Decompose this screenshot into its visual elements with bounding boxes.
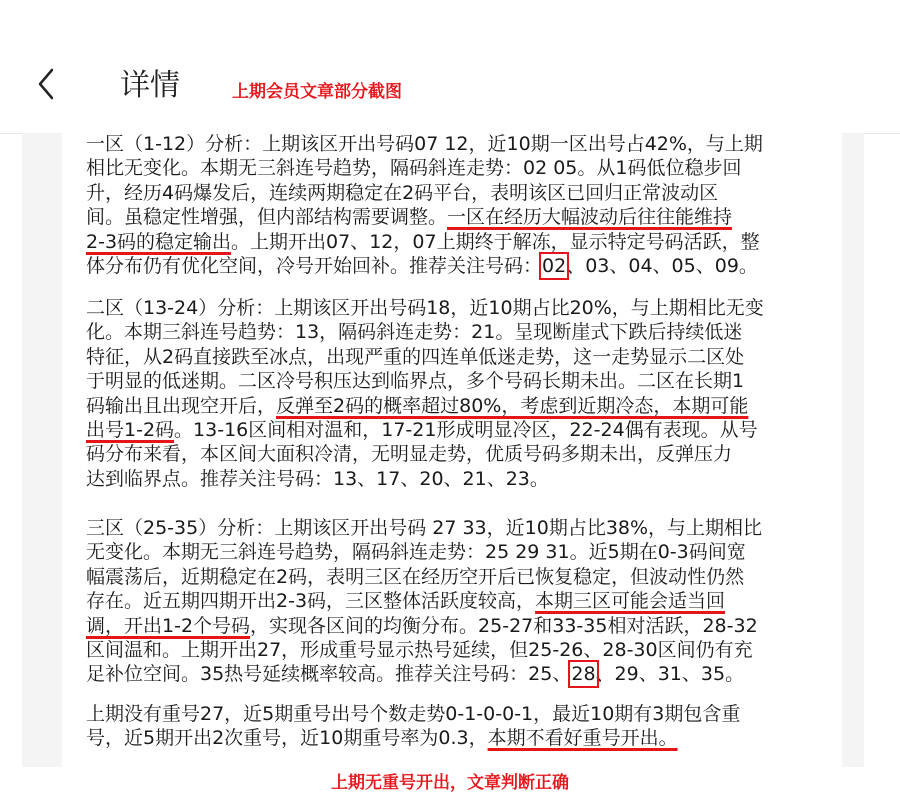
underlined-highlight: 一区在经历大幅波动后往往能维持 [447,206,733,229]
underlined-highlight: 出号1-2码 [86,419,175,442]
zone2-paragraph [86,296,826,491]
underlined-highlight: 反弹至2码的概率超过80%，考虑到近期冷态，本期可能 [276,394,749,417]
text-line [86,726,826,750]
text-line: 二区（13-24）分析：上期该区开出号码18，近10期占比20%，与上期相比无变 [86,297,764,319]
text-segment: 体分布仍有优化空间，冷号开始回补。推荐关注号码： [86,255,543,278]
back-button[interactable] [28,62,64,106]
text-line [86,254,826,278]
underlined-highlight: 2-3码的稳定输出 [86,230,232,253]
text-segment: 存在。近五期四期开出2-3码，三区整体活跃度较高， [86,590,536,613]
text-line: 一区（1-12）分析：上期该区开出号码07 12，近10期一区出号占42%，与上期 [86,133,763,155]
text-line: 达到临界点。推荐关注号码：13、17、20、21、23。 [86,467,549,490]
annotation-bottom: 上期无重号开出，文章判断正确 [331,773,569,793]
text-line: 化。本期三斜连号趋势：13，隔码斜连走势：21。呈现断崖式下跌后持续低迷 [86,321,743,344]
page-title: 详情 [120,68,180,103]
text-segment: 。上期开出07、12，07上期终于解冻，显示特定号码活跃，整 [231,230,760,253]
app-header [0,0,900,134]
chevron-left-icon [28,62,64,106]
text-line [86,614,826,638]
boxed-number: 28 [571,663,596,686]
text-line: 码分布来看，本区间大面积冷清，无明显走势，优质号码多期未出，反弹压力 [86,443,733,466]
text-line: 特征，从2码直接跌至冰点，出现严重的四连单低迷走势，这一走势显示二区处 [86,345,745,368]
text-line: 升，经历4码爆发后，连续两期稳定在2码平台，表明该区已回归正常波动区 [86,181,719,204]
text-segment: 号，近5期开出2次重号，近10期重号率为0.3， [86,727,488,750]
text-line: 相比无变化。本期无三斜连号趋势，隔码斜连走势：02 05。从1码低位稳步回 [86,157,742,180]
underlined-highlight: 调，开出1-2个号码 [86,614,251,637]
annotation-top: 上期会员文章部分截图 [232,82,402,102]
zone1-paragraph [86,132,826,278]
text-line: 幅震荡后，近期稳定在2码，表明三区在经历空开后已恢复稳定，但波动性仍然 [86,565,745,588]
text-segment: 。13-16区间相对温和，17-21形成明显冷区，22-24偶有表现。从号 [174,419,758,442]
text-segment: 码输出且出现空开后， [86,394,277,417]
underlined-highlight: 本期三区可能会适当回 [535,590,726,613]
text-segment: ，实现各区间的均衡分布。25-27和33-35相对活跃，28-32 [250,614,758,637]
text-segment: 、29、31、35。 [595,663,745,686]
text-line [86,662,826,686]
text-line [86,205,826,229]
underlined-highlight: 本期不看好重号开出。 [487,727,678,750]
text-line [86,589,826,613]
text-line: 上期没有重号27，近5期重号出号个数走势0-1-0-0-1，最近10期有3期包含重 [86,703,741,725]
text-line: 区间温和。上期开出27，形成重号显示热号延续，但25-26、28-30区间仍有充 [86,639,753,662]
text-line [86,418,826,442]
repeat-number-paragraph [86,702,826,751]
text-line: 三区（25-35）分析：上期该区开出号码 27 33，近10期占比38%，与上期相比 [86,517,763,539]
text-line [86,394,826,418]
boxed-number: 02 [542,255,567,278]
text-line [86,230,826,254]
text-segment: 、03、04、05、09。 [566,255,758,278]
text-line: 于明显的低迷期。二区冷号积压达到临界点，多个号码长期未出。二区在长期1 [86,370,745,393]
text-line: 无变化。本期无三斜连号趋势，隔码斜连走势：25 29 31。近5期在0-3码间宽 [86,541,746,564]
text-segment: 间。虽稳定性增强，但内部结构需要调整。 [86,206,448,229]
zone3-paragraph [86,516,826,687]
text-segment: 足补位空间。35热号延续概率较高。推荐关注号码：25、 [86,663,572,686]
